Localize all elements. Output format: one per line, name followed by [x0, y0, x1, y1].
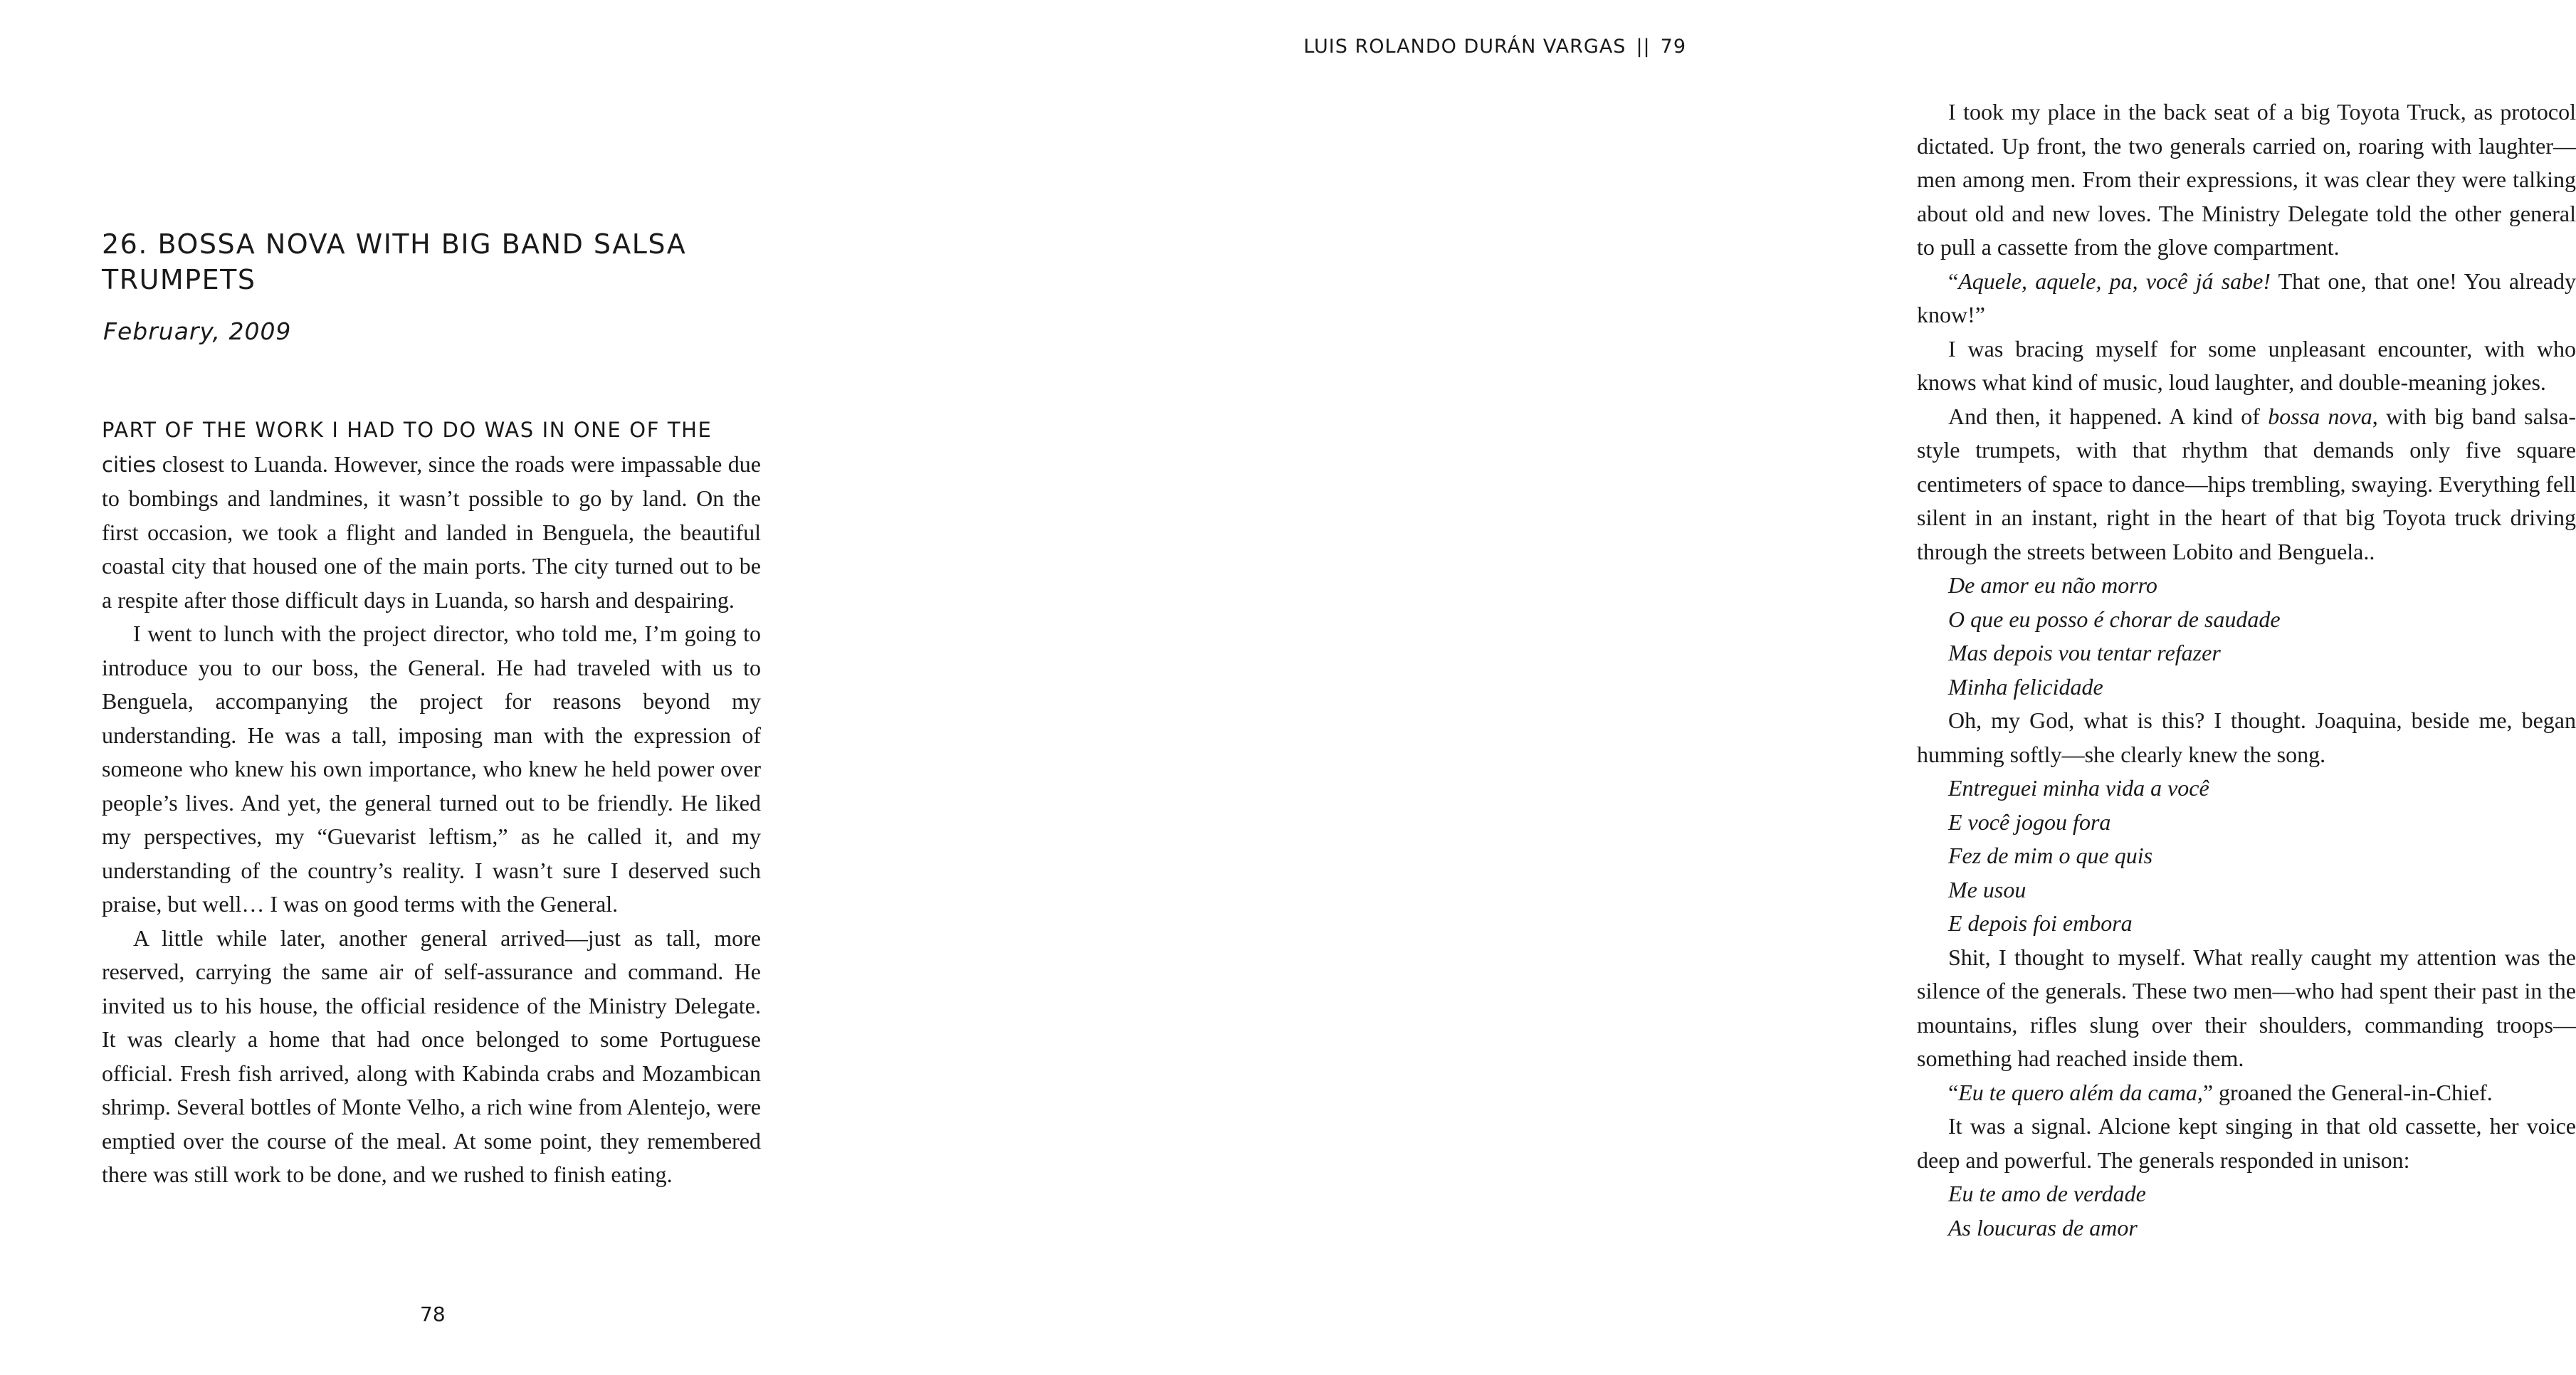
- header-separator: ||: [1636, 36, 1651, 58]
- portuguese-quote: Aquele, aquele, pa, você já sabe!: [1958, 268, 2271, 294]
- opening-word: cities: [102, 452, 157, 477]
- page-number-left: 78: [420, 1302, 446, 1326]
- portuguese-quote: Eu te quero além da cama,: [1958, 1079, 2203, 1105]
- verse-line: Mas depois vou tentar refazer: [1948, 640, 2221, 665]
- verse-line: Minha felicidade: [1948, 673, 2103, 700]
- verse-line: O que eu posso é chorar de saudade: [1948, 606, 2281, 632]
- paragraph-3: A little while later, another general arrived—just as tall, more reserved, carrying the same air of self-assurance and command. He invited us to his house, the official residence of the Ministry Delegate. It was clearly a home that had once belonged to some Portuguese official. Fresh fish arrived, along with Kabinda crabs and Mozambican shrimp. Several bottles of Monte Velho, a rich wine from Alentejo, were emptied over the course of the meal. At some point, they remembered there was still work to be done, and we rushed to finish eating.: [102, 924, 761, 1187]
- paragraph-r3: I was bracing myself for some unpleasant encounter, with who knows what kind of music, loud laughter, and double-meaning jokes.: [1917, 335, 2576, 395]
- paragraph-r2-text: That one, that one! You already know!”: [1917, 268, 2576, 327]
- paragraph-r4-pre: And then, it happened. A kind of: [1948, 403, 2269, 429]
- quote-open: “: [1948, 268, 1959, 294]
- verse-line: De amor eu não morro: [1948, 572, 2157, 598]
- chapter-title: 26. BOSSA NOVA WITH BIG BAND SALSA TRUMPETS: [102, 228, 687, 295]
- paragraph-r4-post: , with big band salsa-style trumpets, with that rhythm that demands only five square centimeters of space to dance—hips trembling, swaying. Everything fell silent in an instant, right in the heart of that big Toyota truck driving through the streets between Lobito and Benguela..: [1917, 403, 2576, 564]
- verse-line: E depois foi embora: [1948, 910, 2133, 936]
- verse-line: E você jogou fora: [1948, 808, 2111, 835]
- opening-caps: PART OF THE WORK I HAD TO DO WAS IN ONE OF THE: [102, 418, 713, 442]
- right-page: [890, 0, 2576, 1375]
- left-page: [0, 0, 890, 1375]
- paragraph-r1: I took my place in the back seat of a big Toyota Truck, as protocol dictated. Up front, the two generals carried on, roaring with laughter—men among men. From their expressions, it was clear they were talking about old and new loves. The Ministry Delegate told the other general to pull a cassette from the glove compartment.: [1917, 99, 2576, 260]
- verse-line: Eu te amo de verdade: [1948, 1181, 2146, 1206]
- paragraph-r5: Oh, my God, what is this? I thought. Joaquina, beside me, began humming softly—she clearly knew the song.: [1917, 707, 2576, 767]
- paragraph-r7-text: ” groaned the General-in-Chief.: [2202, 1079, 2493, 1105]
- paragraph-r4: [1917, 400, 2576, 569]
- page-number-right: 79: [1660, 36, 1686, 58]
- verse-line: As loucuras de amor: [1948, 1214, 2138, 1240]
- paragraph-r8: It was a signal. Alcione kept singing in that old cassette, her voice deep and powerful. The generals responded in unison:: [1917, 1113, 2576, 1173]
- left-body-text: [102, 413, 761, 1192]
- chapter-date: February, 2009: [103, 317, 292, 345]
- paragraph-2: I went to lunch with the project director, who told me, I’m going to introduce you to our boss, the General. He had traveled with us to Benguela, accompanying the project for reasons beyond my understanding. He was a tall, imposing man with the expression of someone who knew his own importance, who knew he held power over people’s lives. And yet, the general turned out to be friendly. He liked my perspectives, my “Guevarist leftism,” as he called it, and my understanding of the country’s reality. I wasn’t sure I deserved such praise, but well… I was on good terms with the General.: [102, 621, 761, 917]
- paragraph-r6: Shit, I thought to myself. What really caught my attention was the silence of the generals. These two men—who had spent their past in the mountains, rifles slung over their shoulders, commanding troops—something had reached inside them.: [1917, 944, 2576, 1071]
- paragraph-r2: [1917, 265, 2576, 332]
- verse-line: Fez de mim o que quis: [1948, 843, 2153, 868]
- verse-line: Me usou: [1948, 876, 2026, 902]
- verse-line: Entreguei minha vida a você: [1948, 775, 2209, 801]
- right-body-text: [1917, 95, 2576, 1245]
- quote-open: “: [1948, 1079, 1959, 1105]
- bossa-nova-term: bossa nova: [2268, 403, 2372, 429]
- paragraph-1: [102, 413, 761, 617]
- running-header: [1303, 36, 1686, 58]
- paragraph-1-text: closest to Luanda. However, since the roads were impassable due to bombings and landmines, it wasn’t possible to go by land. On the first occasion, we took a flight and landed in Benguela, the beautiful coastal city that housed one of the main ports. The city turned out to be a respite after those difficult days in Luanda, so harsh and despairing.: [102, 451, 761, 613]
- paragraph-r7: [1917, 1076, 2576, 1110]
- header-author: LUIS ROLANDO DURÁN VARGAS: [1303, 36, 1626, 58]
